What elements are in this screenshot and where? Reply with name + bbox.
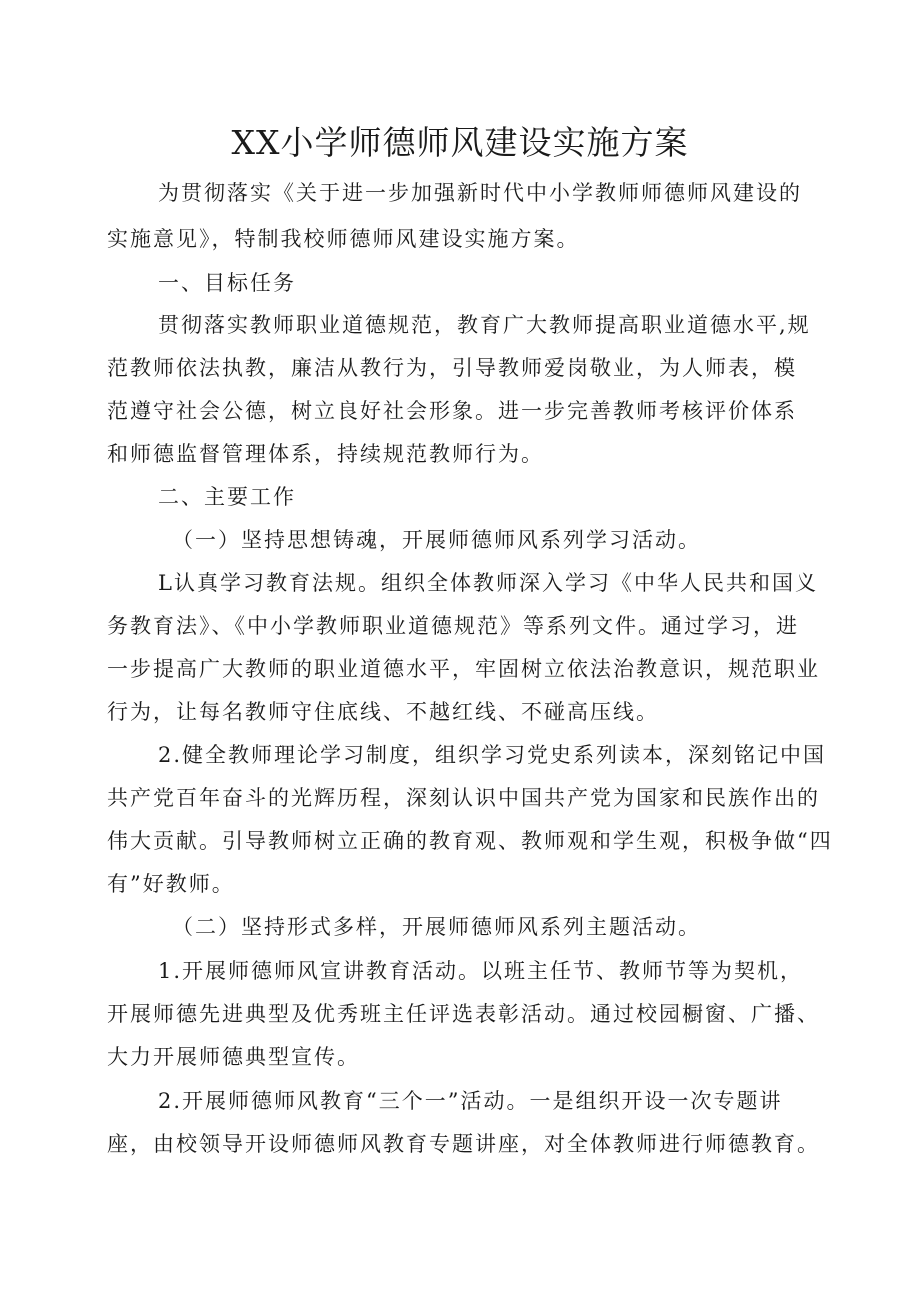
paragraph-line: 一步提高广大教师的职业道德水平，牢固树立依法治教意识，规范职业 bbox=[107, 657, 820, 681]
paragraph-line: 共产党百年奋斗的光辉历程，深刻认识中国共产党为国家和民族作出的 bbox=[107, 786, 820, 810]
paragraph-line: 大力开展师德典型宣传。 bbox=[107, 1045, 360, 1069]
paragraph-line: 伟大贡献。引导教师树立正确的教育观、教师观和学生观，积极争做“四 bbox=[107, 829, 833, 853]
paragraph-line: 和师德监督管理体系，持续规范教师行为。 bbox=[107, 442, 544, 466]
paragraph-line: 贯彻落实教师职业道德规范，教育广大教师提高职业道德水平,规 bbox=[158, 313, 811, 337]
document-title: XX小学师德师风建设实施方案 bbox=[231, 123, 689, 162]
paragraph-line: 座，由校领导开设师德师风教育专题讲座，对全体教师进行师德教育。 bbox=[107, 1132, 820, 1156]
paragraph-line: 1.开展师德师风宣讲教育活动。以班主任节、教师节等为契机， bbox=[158, 959, 804, 983]
paragraph-line: 有”好教师。 bbox=[107, 872, 235, 896]
paragraph-line: 2.开展师德师风教育“三个一”活动。一是组织开设一次专题讲 bbox=[158, 1089, 783, 1113]
paragraph-line: 实施意见》，特制我校师德师风建设实施方案。 bbox=[107, 227, 580, 251]
paragraph-line: 行为，让每名教师守住底线、不越红线、不碰高压线。 bbox=[107, 700, 659, 724]
paragraph-line: 开展师德先进典型及优秀班主任评选表彰活动。通过校园橱窗、广播、 bbox=[107, 1002, 820, 1026]
paragraph-line: 范教师依法执教，廉洁从教行为，引导教师爱岗敬业，为人师表，模 bbox=[107, 356, 797, 380]
subsection-heading: （一）坚持思想铸魂，开展师德师风系列学习活动。 bbox=[172, 528, 701, 552]
section-heading: 二、主要工作 bbox=[158, 485, 296, 509]
paragraph-line: 务教育法》、《中小学教师职业道德规范》等系列文件。通过学习，进 bbox=[107, 614, 799, 638]
paragraph-line: 为贯彻落实《关于进一步加强新时代中小学教师师德师风建设的 bbox=[158, 181, 802, 205]
paragraph-line: 2.健全教师理论学习制度，组织学习党史系列读本，深刻铭记中国 bbox=[158, 743, 827, 767]
paragraph-line: L认真学习教育法规。组织全体教师深入学习《中华人民共和国义 bbox=[158, 571, 818, 595]
paragraph-line: 范遵守社会公德，树立良好社会形象。进一步完善教师考核评价体系 bbox=[107, 399, 797, 423]
section-heading: 一、目标任务 bbox=[158, 271, 296, 295]
subsection-heading: （二）坚持形式多样，开展师德师风系列主题活动。 bbox=[172, 915, 701, 939]
